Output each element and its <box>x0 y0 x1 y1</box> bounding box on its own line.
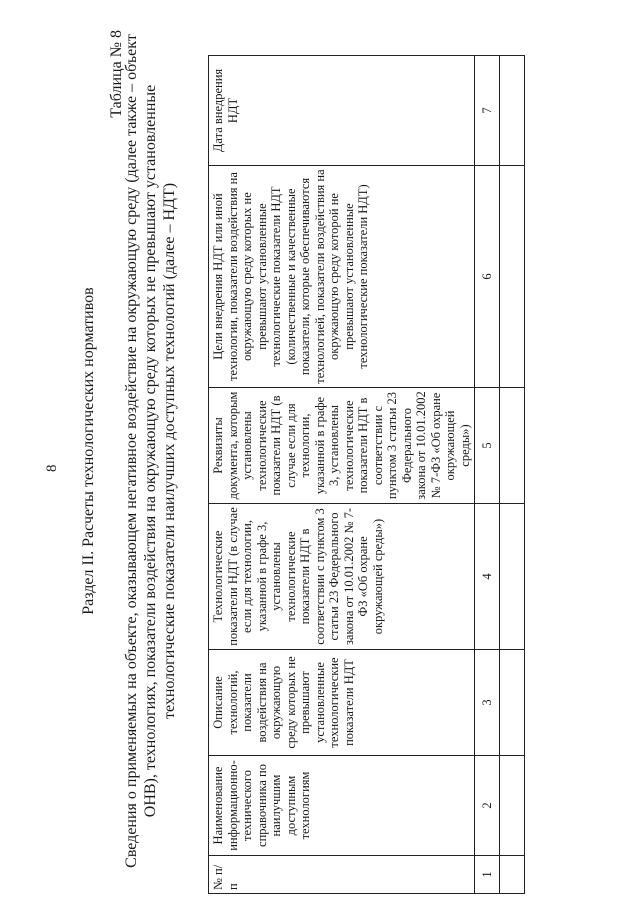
header-cell-ndt-indicators: Технологические показатели НДТ (в случае если для технологии, указанной в графе 3, установлены технологические показатели НДТ в соответствии с пунктом 3 статьи 23 Федерального закона от 10.01.2002 № 7-ФЗ «Об охране окружающей среды») <box>209 504 475 650</box>
empty-cell <box>500 756 525 856</box>
empty-cell <box>500 504 525 650</box>
header-cell-reference-book: Наименование информационно-технического справочника по наилучшим доступным технологиям <box>209 756 475 856</box>
column-number-cell: 6 <box>475 166 500 388</box>
header-cell-document-details: Реквизиты документа, которым установлены технологические показатели НДТ (в случае если для технологии, указанной в графе 3, установлены технологические показатели НДТ в соответствии с пунктом 3 статьи 23 Федерального закона от 10.01.2002 № 7-ФЗ «Об охране окружающей среды») <box>209 388 475 504</box>
table-description: Сведения о применяемых на объекте, оказывающем негативное воздействие на окружающую среду (далее также – объект ОНВ), технологиях, показатели воздействия на окружающую среду которых не превышают установленные технологические показатели наилучших доступных технологий (далее – НДТ) <box>123 34 178 868</box>
header-cell-implementation-goals: Цели внедрения НДТ или иной технологии, показатели воздействия на окружающую среду которых не превышают установленные технологические показатели НДТ (количественные и качественные показатели, которые обеспечиваются технологией, показатели воздействия на окружающую среду которой не превышают установленные технологические показатели НДТ) <box>209 166 475 388</box>
empty-cell <box>500 856 525 894</box>
column-number-cell: 7 <box>475 56 500 166</box>
column-number-cell: 4 <box>475 504 500 650</box>
empty-table-row <box>500 56 525 894</box>
column-number-row <box>475 56 500 894</box>
section-title: Раздел II. Расчеты технологических нормативов <box>80 287 97 615</box>
header-cell-implementation-date: Дата внедрения НДТ <box>209 56 475 166</box>
column-number-cell: 3 <box>475 650 500 756</box>
technology-table <box>208 55 525 894</box>
empty-cell <box>500 166 525 388</box>
column-number-cell: 5 <box>475 388 500 504</box>
empty-cell <box>500 56 525 166</box>
column-number-cell: 2 <box>475 756 500 856</box>
header-cell-row-number: № п/п <box>209 856 475 894</box>
header-cell-technology-description: Описание технологий, показатели воздействия на окружающую среду которых не превышают установленные технологические показатели НДТ <box>209 650 475 756</box>
table-label: Таблица № 8 <box>108 30 125 118</box>
empty-cell <box>500 650 525 756</box>
page-number: 8 <box>44 464 60 472</box>
table-header-row <box>209 56 475 894</box>
empty-cell <box>500 388 525 504</box>
column-number-cell: 1 <box>475 856 500 894</box>
